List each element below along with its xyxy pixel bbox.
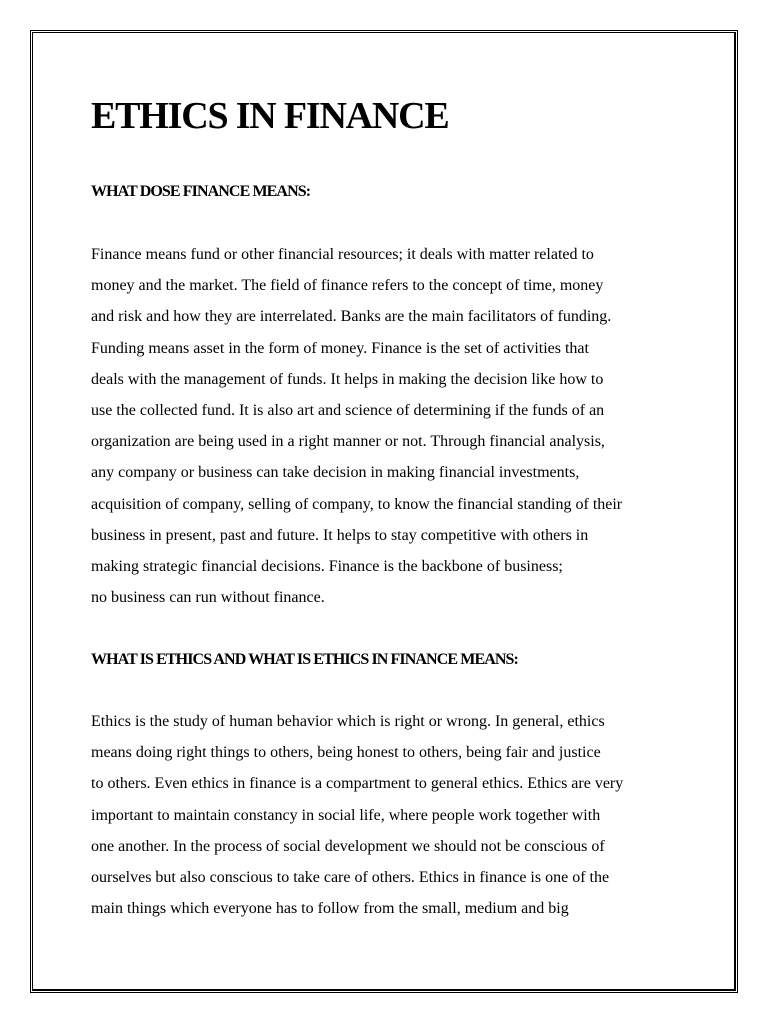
paragraph-line: and risk and how they are interrelated. Banks are the main facilitators of funding. [91, 308, 612, 326]
paragraph-line: business in present, past and future. It helps to stay competitive with others in [91, 526, 589, 544]
paragraph-line: ourselves but also conscious to take care of others. Ethics in finance is one of the [91, 868, 610, 886]
paragraph-line: money and the market. The field of finance refers to the concept of time, money [91, 277, 604, 295]
section-heading-finance: WHAT DOSE FINANCE MEANS: [91, 183, 311, 200]
paragraph-ethics [91, 706, 623, 924]
paragraph-line: making strategic financial decisions. Finance is the backbone of business; [91, 557, 563, 575]
paragraph-line: Funding means asset in the form of money. Finance is the set of activities that [91, 339, 589, 357]
document-title: ETHICS IN FINANCE [91, 95, 449, 137]
paragraph-line: Ethics is the study of human behavior which is right or wrong. In general, ethics [91, 713, 605, 730]
paragraph-line: one another. In the process of social development we should not be conscious of [91, 837, 605, 855]
paragraph-line: deals with the management of funds. It helps in making the decision like how to [91, 370, 604, 388]
paragraph-line: important to maintain constancy in social life, where people work together with [91, 806, 601, 824]
paragraph-line: means doing right things to others, being honest to others, being fair and justice [91, 744, 601, 762]
paragraph-line: to others. Even ethics in finance is a compartment to general ethics. Ethics are very [91, 775, 624, 793]
paragraph-finance [91, 239, 622, 613]
paragraph-line: main things which everyone has to follow from the small, medium and big [91, 900, 569, 918]
paragraph-line: Finance means fund or other financial resources; it deals with matter related to [91, 246, 594, 263]
section-heading-ethics: WHAT IS ETHICS AND WHAT IS ETHICS IN FINANCE MEANS: [91, 651, 518, 668]
paragraph-line: use the collected fund. It is also art and science of determining if the funds of an [91, 401, 605, 419]
paragraph-line: no business can run without finance. [91, 589, 325, 607]
paragraph-line: acquisition of company, selling of company, to know the financial standing of their [91, 495, 623, 513]
paragraph-line: organization are being used in a right manner or not. Through financial analysis, [91, 433, 605, 451]
paragraph-line: any company or business can take decision in making financial investments, [91, 464, 580, 482]
